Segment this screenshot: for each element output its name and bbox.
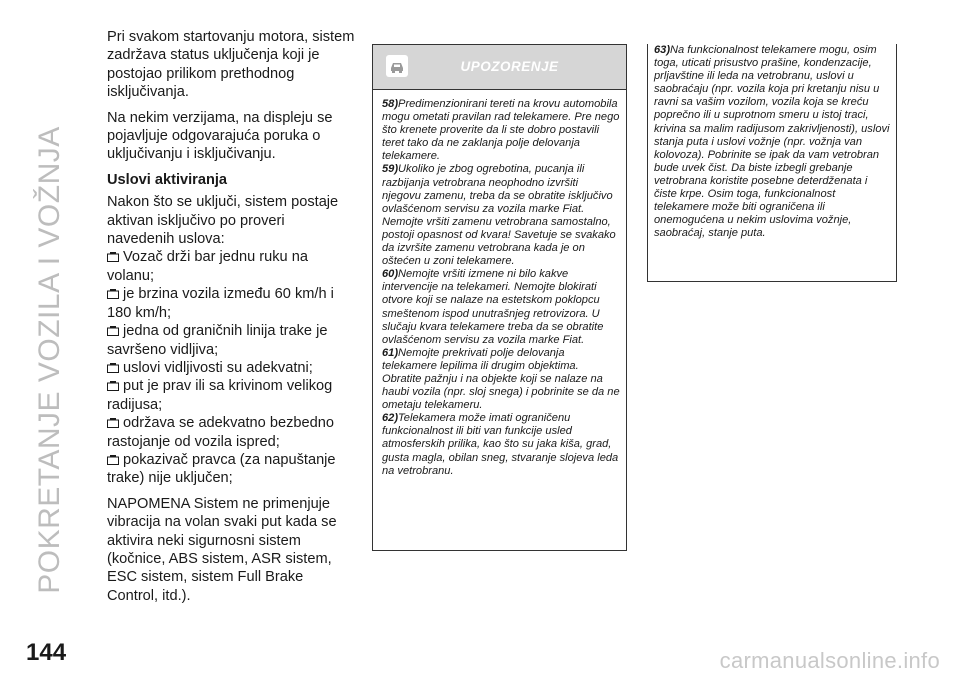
warning-body [373, 90, 626, 478]
warning-item [382, 347, 620, 412]
condition-list-item [107, 322, 355, 359]
warning-item [382, 412, 620, 477]
warning-text: Na funkcionalnost telekamere mogu, osim toga, uticati prisustvo prašine, kondenzacije, prljavštine ili leda na vetrobranu, uslovi u saobraćaju (npr. vozila koja pri kretanju nisu u ravni sa vašim vozilom, vozila koja se kreću poprečno ili u suprotnom smeru u istoj traci, krivina sa malim radijusom zakrivljenosti), uslovi stanja puta i uslovi vožnje (npr. vožnja van kolovoza). Pobrinite se ipak da vam vetrobran bude uvek čist. Da biste izbegli grebanje vetrobrana koristite posebne deterdženata i čiste krpe. Osim toga, funkcionalnost telekamere može biti ograničena ili onemogućena u nekim uslovima vožnje, saobraćaj, stanje puta. [654, 44, 890, 240]
paragraph-activation-intro: Nakon što se uključi, sistem postaje aktivan isključivo po proveri navedenih uslova: [107, 194, 339, 248]
condition-list-item [107, 248, 355, 285]
paragraph-status-retained: Pri svakom startovanju motora, sistem zadržava status uključenja koji je postojao prilikom prethodnog isključivanja. [107, 29, 355, 101]
chapter-side-title: POKRETANJE VOZILA I VOŽNJA [33, 126, 66, 594]
condition-list-item [107, 359, 355, 377]
warning-text: Nemojte vršiti izmene ni bilo kakve intervencije na telekameri. Nemojte blokirati otvore koji se nalaze na estetskom poklopcu smeštenom ispod unutrašnjeg retrovizora. U slučaju kvara telekamere treba da se obratite ovlašćenom servisu za vozila marke Fiat. [382, 268, 604, 346]
note-paragraph: NAPOMENA Sistem ne primenjuje vibracija na volan svaki put kada se aktivira neki sigurnosni sistem (kočnice, ABS sistem, ASR sistem, ESC sistem, sistem Full Brake Control, itd.). [107, 495, 337, 604]
continued-warning-box [647, 44, 897, 282]
warning-title: UPOZORENJE [460, 59, 559, 74]
bullet-marker-icon [107, 381, 119, 391]
continued-warning-text [648, 44, 896, 240]
warning-number: 61) [382, 346, 399, 359]
warning-text: Telekamera može imati ograničenu funkcionalnost ili biti van funkcije usled atmosferskih prilika, kao što su jaka kiša, grad, gusta magla, obilan sneg, stvaranje slojeva leda na vetrobranu. [382, 412, 619, 477]
section-heading: Uslovi aktiviranja [107, 171, 228, 188]
warning-number: 60) [382, 268, 399, 281]
warning-text: Ukoliko je zbog ogrebotina, pucanja ili razbijanja vetrobrana neophodno izvršiti njegovu zamenu, treba da se obratite isključivo ovlašćenom servisu za vozila marke Fiat. Nemojte vršiti zamenu vetrobrana samostalno, postoji opasnost od kvara! Savetuje se svakako da izvršite zamenu vetrobrana kada je on oštećen u zoni telekamere. [382, 163, 616, 268]
condition-list-item [107, 285, 355, 322]
paragraph-display-message: Na nekim verzijama, na displeju se pojavljuje odgovarajuća poruka o uključivanju i isključivanju. [107, 109, 333, 163]
condition-text: Vozač drži bar jednu ruku na volanu; [107, 249, 308, 284]
warning-number: 59) [382, 163, 399, 176]
warning-box [372, 44, 627, 551]
watermark: carmanualsonline.info [719, 648, 940, 673]
warning-item [382, 268, 620, 347]
warning-item [382, 98, 620, 163]
bullet-marker-icon [107, 418, 119, 428]
condition-list-item [107, 451, 355, 488]
warning-text: Nemojte prekrivati polje delovanja telekamere lepilima ili drugim objektima. Obratite pažnju i na objekte koji se nalaze na haubi vozila (npr. sloj snega) i pobrinite se da ne ometaju telekameru. [382, 346, 620, 412]
warning-header [373, 45, 626, 90]
bullet-marker-icon [107, 363, 119, 373]
warning-item [382, 163, 620, 268]
condition-text: put je prav ili sa krivinom velikog radijusa; [107, 378, 333, 413]
condition-text: je brzina vozila između 60 km/h i 180 km/h; [107, 286, 334, 321]
warning-number: 63) [654, 44, 671, 56]
warning-number: 58) [382, 98, 399, 110]
warning-item-63 [654, 44, 892, 240]
main-text-column [107, 28, 355, 612]
bullet-marker-icon [107, 252, 119, 262]
warning-number: 62) [382, 412, 399, 425]
bullet-marker-icon [107, 455, 119, 465]
condition-text: uslovi vidljivosti su adekvatni; [123, 359, 313, 376]
warning-text: Predimenzionirani tereti na krovu automobila mogu ometati pravilan rad telekamere. Pre nego što krenete proverite da li ste dobro postavili teret tako da ne zaklanja polje delovanja telekamere. [382, 98, 620, 163]
condition-text: jedna od graničnih linija trake je savršeno vidljiva; [107, 323, 328, 358]
condition-text: održava se adekvatno bezbedno rastojanje od vozila ispred; [107, 415, 334, 450]
bullet-marker-icon [107, 326, 119, 336]
condition-list-item [107, 414, 355, 451]
condition-text: pokazivač pravca (za napuštanje trake) nije uključen; [107, 451, 336, 487]
bullet-marker-icon [107, 289, 119, 299]
condition-list-item [107, 377, 355, 414]
page-number: 144 [26, 639, 67, 666]
activation-conditions-list [107, 248, 355, 487]
